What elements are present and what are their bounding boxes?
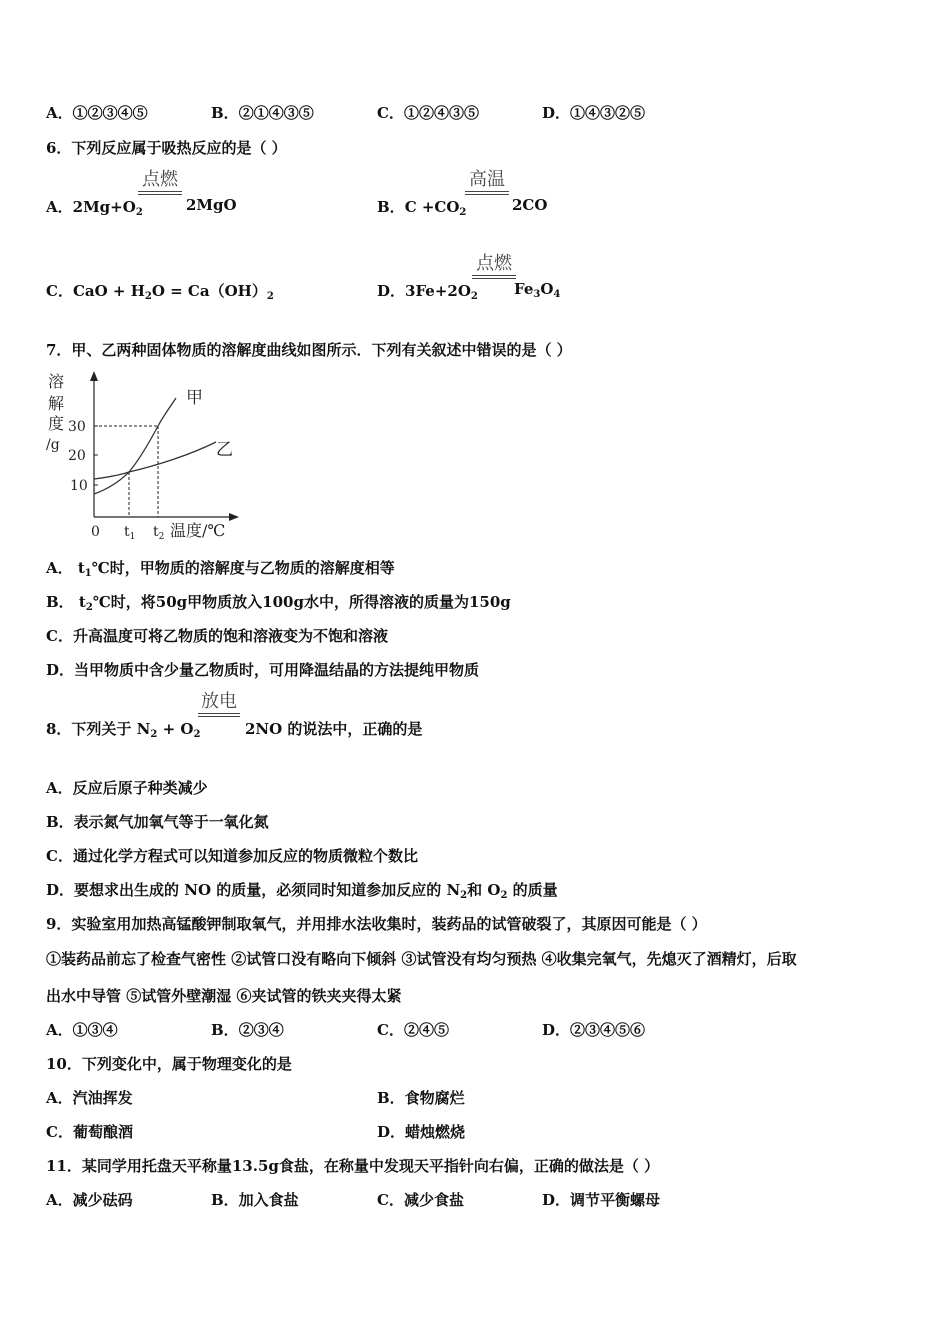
chart-ylabel-1: 溶	[48, 372, 65, 391]
q10-option-c: C．葡萄酿酒	[46, 1123, 133, 1141]
q8-option-a: A．反应后原子种类减少	[46, 779, 208, 797]
curve-jia	[94, 398, 176, 494]
chart-ylabel-2: 解	[48, 394, 65, 413]
q9-option-a: A．①③④	[46, 1021, 118, 1039]
q11-option-c: C．减少食盐	[377, 1191, 464, 1209]
chart-xtick-0: 0	[91, 524, 100, 540]
chart-xtick-t1: $t_1$	[124, 524, 136, 542]
q7-option-c: C．升高温度可将乙物质的饱和溶液变为不饱和溶液	[46, 627, 388, 645]
chart-ylabel-4: /g	[46, 437, 60, 453]
q6-a-product: 2MgO	[186, 196, 237, 214]
chart-x-arrow	[229, 513, 239, 521]
q7-option-a: A． $t_1℃$时，甲物质的溶解度与乙物质的溶解度相等	[46, 559, 395, 579]
q6-a-condition: 点燃	[138, 170, 182, 195]
chart-y-arrow	[90, 371, 98, 381]
q9-line-1: ①装药品前忘了检查气密性 ②试管口没有略向下倾斜 ③试管没有均匀预热 ④收集完氧气，先熄灭了酒精灯，后取	[46, 950, 797, 968]
q10-stem: 10．下列变化中，属于物理变化的是	[46, 1055, 292, 1073]
q8-option-d: D．要想求出生成的 NO 的质量，必须同时知道参加反应的 $N_2$和 $O_2$ 的质量	[46, 881, 558, 901]
q6-b-product: 2CO	[512, 196, 548, 214]
series-label-jia: 甲	[186, 388, 203, 408]
q9-option-c: C．②④⑤	[377, 1021, 449, 1039]
q10-option-b: B．食物腐烂	[377, 1089, 465, 1107]
q8-option-b: B．表示氮气加氧气等于一氧化氮	[46, 813, 269, 831]
chart-ylabel-3: 度	[48, 414, 65, 433]
chart-ytick-20: 20	[68, 448, 86, 464]
q9-stem: 9．实验室用加热高锰酸钾制取氧气，并用排水法收集时，装药品的试管破裂了，其原因可能是（ ）	[46, 915, 707, 933]
q8-condition: 放电	[198, 692, 240, 717]
q9-line-2: 出水中导管 ⑤试管外壁潮湿 ⑥夹试管的铁夹夹得太紧	[46, 987, 402, 1005]
q6-option-b: B．$C +CO_2$	[377, 198, 467, 218]
q11-stem: 11．某同学用托盘天平称量13.5g食盐，在称量中发现天平指针向右偏，正确的做法是（ ）	[46, 1157, 660, 1175]
q8-stem-right: 2NO 的说法中，正确的是	[245, 720, 423, 738]
q9-option-b: B．②③④	[211, 1021, 284, 1039]
q7-stem: 7．甲、乙两种固体物质的溶解度曲线如图所示．下列有关叙述中错误的是（ ）	[46, 341, 572, 359]
q11-option-a: A．减少砝码	[46, 1191, 133, 1209]
q8-option-c: C．通过化学方程式可以知道参加反应的物质微粒个数比	[46, 847, 418, 865]
q5-option-a: A．①②③④⑤	[46, 104, 148, 122]
q8-stem-left: 8．下列关于 $N_2 + O_2$	[46, 720, 201, 740]
chart-xtick-t2: $t_2$	[153, 524, 165, 542]
q9-option-d: D．②③④⑤⑥	[542, 1021, 646, 1039]
solubility-chart	[40, 365, 250, 545]
q10-option-a: A．汽油挥发	[46, 1089, 133, 1107]
q5-option-b: B．②①④③⑤	[211, 104, 314, 122]
q6-d-condition: 点燃	[472, 254, 516, 279]
curve-yi	[94, 442, 216, 479]
q10-option-d: D．蜡烛燃烧	[377, 1123, 466, 1141]
q6-d-product: $Fe_3O_4$	[514, 280, 561, 300]
q6-stem: 6．下列反应属于吸热反应的是（ ）	[46, 139, 287, 157]
q7-option-b: B． $t_2℃$时，将50g甲物质放入100g水中，所得溶液的质量为150g	[46, 593, 511, 613]
chart-xlabel: 温度/℃	[170, 521, 226, 540]
series-label-yi: 乙	[216, 440, 233, 460]
q6-option-a: A．$2Mg+O_2$	[46, 198, 143, 218]
chart-ytick-10: 10	[70, 478, 88, 494]
q5-option-d: D．①④③②⑤	[542, 104, 646, 122]
q11-option-d: D．调节平衡螺母	[542, 1191, 661, 1209]
q6-option-c: C．CaO + $H_2O = Ca(OH)_2$	[46, 282, 274, 302]
q11-option-b: B．加入食盐	[211, 1191, 299, 1209]
q7-option-d: D．当甲物质中含少量乙物质时，可用降温结晶的方法提纯甲物质	[46, 661, 480, 679]
q6-option-d: D．$3Fe+2O_2$	[377, 282, 478, 302]
q6-b-condition: 高温	[465, 170, 509, 195]
q5-option-c: C．①②④③⑤	[377, 104, 479, 122]
chart-ytick-30: 30	[68, 419, 86, 435]
